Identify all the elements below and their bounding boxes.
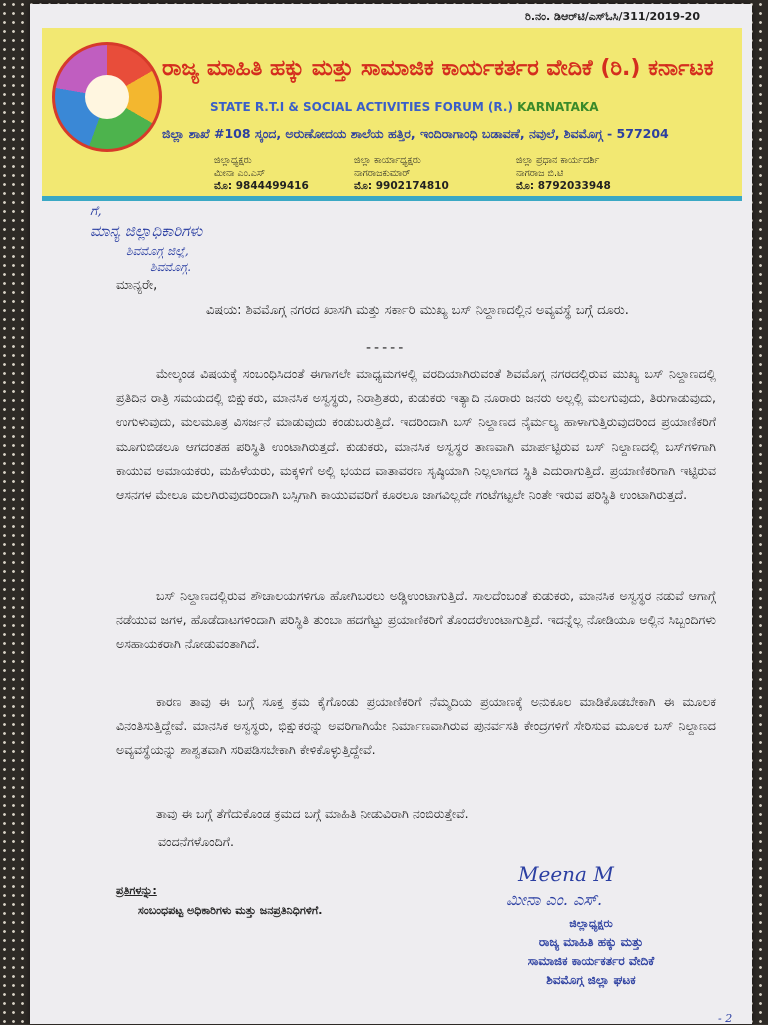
letter-body	[30, 4, 752, 1024]
page-number: - 2	[718, 1012, 733, 1025]
organization-name-kannada: ರಾಜ್ಯ ಮಾಹಿತಿ ಹಕ್ಕು ಮತ್ತು ಸಾಮಾಜಿಕ ಕಾರ್ಯಕರ್ತರ ವೇದಿಕೆ (ರಿ.) ಕರ್ನಾಟಕ	[162, 56, 714, 81]
official-role: ಜಿಲ್ಲಾ ಕಾರ್ಯಾಧ್ಯಕ್ಷರು	[354, 155, 421, 166]
recipient-line-2: ಶಿವಮೊಗ್ಗ ಜಿಲ್ಲೆ,	[126, 244, 189, 258]
paragraph-3: ಕಾರಣ ತಾವು ಈ ಬಗ್ಗೆ ಸೂಕ್ತ ಕ್ರಮ ಕೈಗೊಂಡು ಪ್ರಯಾಣಿಕರಿಗೆ ನೆಮ್ಮದಿಯ ಪ್ರಯಾಣಕ್ಕೆ ಅನುಕೂಲ ಮಾಡಿಕೊಡಬೇಕಾಗಿ ಈ ಮೂಲಕ ವಿನಂತಿಸುತ್ತಿದ್ದೇವೆ. ಮಾನಸಿಕ ಅಸ್ವಸ್ಥರು, ಭಿಕ್ಷುಕರನ್ನು ಅವರಿಗಾಗಿಯೇ ನಿರ್ಮಾಣವಾಗಿರುವ ಪುನರ್ವಸತಿ ಕೇಂದ್ರಗಳಿಗೆ ಸೇರಿಸುವ ಮೂಲಕ ಬಸ್ ನಿಲ್ದಾಣದ ಅವ್ಯವಸ್ಥೆಯನ್ನು ಶಾಶ್ವತವಾಗಿ ಸರಿಪಡಿಸಬೇಕಾಗಿ ಕೇಳಿಕೊಳ್ಳುತ್ತಿದ್ದೇವೆ.	[116, 694, 716, 758]
paragraph-2: ಬಸ್ ನಿಲ್ದಾಣದಲ್ಲಿರುವ ಶೌಚಾಲಯಗಳಿಗೂ ಹೋಗಿಬರಲು ಅಡ್ಡಿಉಂಟಾಗುತ್ತಿದೆ. ಸಾಲದೆಂಬಂತೆ ಕುಡುಕರು, ಮಾನಸಿಕ ಅಸ್ವಸ್ಥರ ನಡುವೆ ಆಗಾಗ್ಗೆ ನಡೆಯುವ ಜಗಳ, ಹೊಡೆದಾಟಗಳಿಂದಾಗಿ ಪರಿಸ್ಥಿತಿ ತುಂಬಾ ಹದಗೆಟ್ಟು ಪ್ರಯಾಣಿಕರಿಗೆ ತೊಂದರೆಉಂಟಾಗುತ್ತಿದೆ. ಇದನ್ನೆಲ್ಲ ನೋಡಿಯೂ ಅಲ್ಲಿನ ಸಿಬ್ಬಂದಿಗಳು ಅಸಹಾಯಕರಾಗಿ ನೋಡುವಂತಾಗಿದೆ.	[116, 588, 716, 652]
copy-to-label: ಪ್ರತಿಗಳನ್ನು:	[116, 884, 157, 897]
organization-name-english-main: STATE R.T.I & SOCIAL ACTIVITIES FORUM (R.)	[210, 100, 513, 114]
to-label: ಗೆ,	[90, 204, 102, 219]
official-name: ನಾಗರಾಜ ಬಿ.ಟಿ	[516, 168, 564, 179]
official-name: ಮೀನಾ ಎಂ.ಎಸ್	[214, 168, 266, 179]
official-phone: ಮೊ: 9844499416	[214, 180, 309, 192]
signatory-role: ಜಿಲ್ಲಾಧ್ಯಕ್ಷರು	[569, 917, 613, 930]
signatory-stamp	[466, 914, 716, 990]
official-phone: ಮೊ: 9902174810	[354, 180, 449, 192]
official-role: ಜಿಲ್ಲಾ ಪ್ರಧಾನ ಕಾರ್ಯದರ್ಶಿ	[516, 155, 600, 166]
subject-separator: -----	[366, 340, 407, 356]
closing: ವಂದನೆಗಳೊಂದಿಗೆ.	[158, 834, 234, 849]
official-role: ಜಿಲ್ಲಾಧ್ಯಕ್ಷರು	[214, 155, 252, 166]
signatory-org-line-3: ಶಿವಮೊಗ್ಗ ಜಿಲ್ಲಾ ಘಟಕ	[546, 973, 636, 987]
recipient-line-1: ಮಾನ್ಯ ಜಿಲ್ಲಾಧಿಕಾರಿಗಳು	[90, 222, 203, 240]
letter-page	[30, 4, 752, 1024]
official-phone: ಮೊ: 8792033948	[516, 180, 611, 192]
signatory-org-line-1: ರಾಜ್ಯ ಮಾಹಿತಿ ಹಕ್ಕು ಮತ್ತು	[538, 935, 644, 949]
organization-name-state: KARNATAKA	[517, 100, 599, 114]
paragraph-1: ಮೇಲ್ಕಂಡ ವಿಷಯಕ್ಕೆ ಸಂಬಂಧಿಸಿದಂತೆ ಈಗಾಗಲೇ ಮಾಧ್ಯಮಗಳಲ್ಲಿ ವರದಿಯಾಗಿರುವಂತೆ ಶಿವಮೊಗ್ಗ ನಗರದಲ್ಲಿರುವ ಮುಖ್ಯ ಬಸ್ ನಿಲ್ದಾಣದಲ್ಲಿ ಪ್ರತಿದಿನ ರಾತ್ರಿ ಸಮಯದಲ್ಲಿ ಬಿಕ್ಷುಕರು, ಮಾನಸಿಕ ಅಸ್ವಸ್ಥರು, ನಿರಾಶ್ರಿತರು, ಕುಡುಕರು ಇತ್ಯಾದಿ ನೂರಾರು ಜನರು ಅಲ್ಲಲ್ಲಿ ಮಲಗುವುದು, ತಿರುಗಾಡುವುದು, ಉಗುಳುವುದು, ಮಲಮೂತ್ರ ವಿಸರ್ಜನೆ ಮಾಡುವುದು ಕಂಡುಬರುತ್ತಿದೆ. ಇದರಿಂದಾಗಿ ಬಸ್ ನಿಲ್ದಾಣದ ನೈರ್ಮಲ್ಯ ಹಾಳಾಗುತ್ತಿರುವುದರಿಂದ ಪ್ರಯಾಣಿಕರಿಗೆ ಮೂಗುಬಿಡಲೂ ಆಗದಂತಹ ಪರಿಸ್ಥಿತಿ ಉಂಟಾಗಿರುತ್ತದೆ. ಕುಡುಕರು, ಮಾನಸಿಕ ಅಸ್ವಸ್ಥರ ತಾಣವಾಗಿ ಮಾರ್ಪಟ್ಟಿರುವ ಬಸ್ ನಿಲ್ದಾಣದಲ್ಲಿ ಬಸ್‌ಗಳಿಗಾಗಿ ಕಾಯುವ ಅಮಾಯಕರು, ಮಹಿಳೆಯರು, ಮಕ್ಕಳಿಗೆ ಅಲ್ಲಿ ಭಯದ ವಾತಾವರಣ ಸೃಷ್ಠಿಯಾಗಿ ನಿಲ್ಲಲಾಗದ ಸ್ಥಿತಿ ಎದುರಾಗುತ್ತಿದೆ. ಪ್ರಯಾಣಿಕರಿಗಾಗಿ ಇಟ್ಟಿರುವ ಆಸನಗಳ ಮೇಲೂ ಮಲಗಿರುವುದರಿಂದಾಗಿ ಬಸ್ಸಿಗಾಗಿ ಕಾಯುವವರಿಗೆ ಕೂರಲೂ ಜಾಗವಿಲ್ಲದೇ ಗಂಟೆಗಟ್ಟಲೇ ನಿಂತೇ ಇರುವ ಪರಿಸ್ಥಿತಿ ಉಂಟಾಗಿರುತ್ತದೆ.	[116, 366, 716, 503]
recipient-line-3: ಶಿವಮೊಗ್ಗ.	[150, 260, 192, 274]
signature: Meena M	[518, 862, 614, 886]
copy-to-recipients: ಸಂಬಂಧಪಟ್ಟ ಅಧಿಕಾರಿಗಳು ಮತ್ತು ಜನಪ್ರತಿನಿಧಿಗಳಿಗೆ.	[138, 904, 323, 917]
subject-line: ವಿಷಯ: ಶಿವಮೊಗ್ಗ ನಗರದ ಖಾಸಗಿ ಮತ್ತು ಸರ್ಕಾರಿ ಮುಖ್ಯ ಬಸ್ ನಿಲ್ದಾಣದಲ್ಲಿನ ಅವ್ಯವಸ್ಥೆ ಬಗ್ಗೆ ದೂರು.	[206, 303, 629, 318]
reference-number: ರಿ.ನಂ. ಡಿಆರ್‌ಟಿ/ಎಸ್‌ಓಸಿ/311/2019-20	[525, 10, 700, 23]
salutation: ಮಾನ್ಯರೇ,	[116, 278, 158, 293]
branch-address: ಜಿಲ್ಲಾ ಶಾಖೆ #108 ಸ್ಕಂದ, ಅರುಣೋದಯ ಶಾಲೆಯ ಹತ್ತಿರ, ಇಂದಿರಾಗಾಂಧಿ ಬಡಾವಣೆ, ನವುಲೆ, ಶಿವಮೊಗ್ಗ - 577204	[162, 126, 669, 141]
signatory-org-line-2: ಸಾಮಾಜಿಕ ಕಾರ್ಯಕರ್ತರ ವೇದಿಕೆ	[527, 954, 655, 968]
paragraph-4: ತಾವು ಈ ಬಗ್ಗೆ ತೆಗೆದುಕೊಂಡ ಕ್ರಮದ ಬಗ್ಗೆ ಮಾಹಿತಿ ನೀಡುವಿರಾಗಿ ನಂಬಿರುತ್ತೇವೆ.	[156, 806, 469, 821]
signatory-name: ಮೀನಾ ಎಂ. ಎಸ್.	[506, 890, 603, 909]
official-name: ನಾಗರಾಜಕುಮಾರ್	[354, 168, 411, 179]
